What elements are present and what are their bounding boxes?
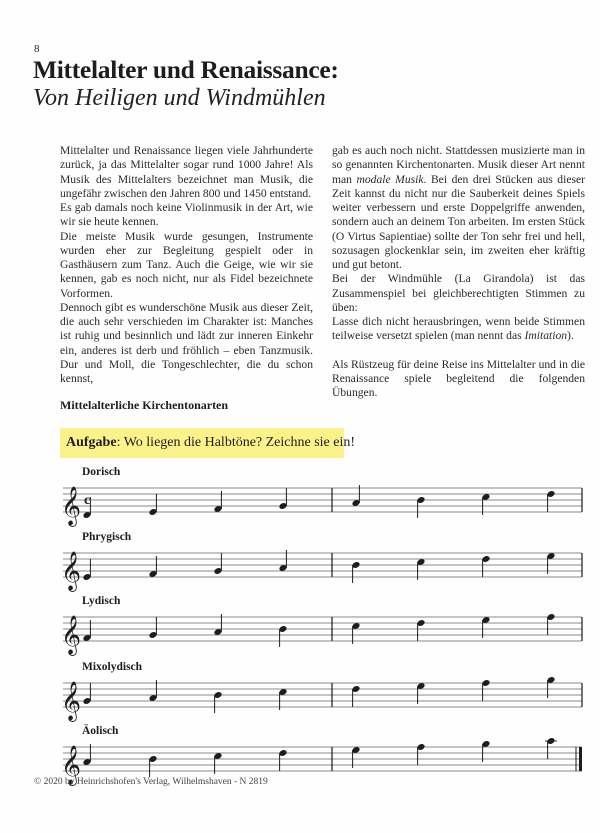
note-E4 (148, 494, 157, 516)
note-B4 (416, 496, 425, 518)
paragraph-gap (332, 344, 585, 358)
section-heading: Mittelalterliche Kirchentonarten (60, 398, 229, 412)
final-barline-thick (579, 747, 582, 771)
note-D5 (546, 490, 555, 512)
emphasis-modale-musik: modale Musik (356, 172, 424, 186)
note-B4 (278, 625, 287, 647)
note-D5 (481, 555, 490, 577)
note-G4 (213, 553, 222, 575)
paragraph: Bei der Windmühle (La Girandola) ist das Zusammenspiel bei gleichberechtigten Stimmen zu üben: (332, 272, 585, 314)
note-D5 (416, 619, 425, 641)
paragraph (332, 144, 585, 272)
staff (55, 675, 590, 735)
staff (55, 739, 590, 799)
treble-clef-icon: 𝄞 (61, 681, 82, 721)
note-E4 (82, 559, 91, 581)
note-F5 (546, 613, 555, 635)
time-signature: c (84, 493, 91, 508)
note-B4 (351, 561, 360, 583)
treble-clef-icon: 𝄞 (61, 551, 82, 591)
page-title: Mittelalter und Renaissance: (33, 55, 339, 84)
page-number: 8 (34, 43, 40, 55)
text-column-right (332, 144, 585, 400)
treble-clef-icon: 𝄞 (61, 486, 82, 526)
text-run: gab es auch noch nicht. Stattdessen musizierte man in so genannten Kirchentonarten. Musik dieser Art nennt man (332, 144, 585, 186)
emphasis-imitation: Imitation (524, 329, 568, 343)
note-B4 (213, 691, 222, 713)
text-run: Lasse dich nicht herausbringen, wenn beide Stimmen teilweise versetzt spielen (man nennt das (332, 315, 585, 343)
note-F5 (481, 679, 490, 701)
staff (55, 609, 590, 669)
paragraph: Die meiste Musik wurde gesungen, Instrumente wurden eher zur Begleitung gespielt oder in Gasthäusern zum Tanz. Auch die Geige, wie wir sie kennen, gab es noch nicht, nur als Fidel bezeichnete Vorformen. (60, 229, 313, 300)
paragraph (332, 315, 585, 344)
treble-clef-icon: 𝄞 (61, 745, 82, 785)
paragraph: Als Rüstzeug für deine Reise ins Mittelalter und in die Renaissance spiele begleitend die folgenden Übungen. (332, 357, 585, 399)
paragraph: Mittelalter und Renaissance liegen viele Jahrhunderte zurück, ja das Mittelalter sogar rund 1000 Jahre! Als Musik des Mittelalters bezeichnet man Musik, die ungefähr zwischen den Jahren 800 und 1450 entstand. (60, 144, 313, 200)
page-subtitle: Von Heiligen und Windmühlen (33, 85, 326, 111)
note-B4 (148, 755, 157, 777)
copyright-footer: © 2020 by Heinrichshofen's Verlag, Wilhelmshaven - N 2819 (34, 777, 268, 787)
paragraph: Es gab damals noch keine Violinmusik in der Art, wie wir sie heute kennen. (60, 201, 313, 229)
text-column-left (60, 144, 313, 386)
treble-clef-icon: 𝄞 (61, 615, 82, 655)
mode-label: Dorisch (82, 466, 121, 478)
mode-label: Äolisch (82, 725, 119, 737)
note-F5 (416, 743, 425, 765)
task-text: : Wo liegen die Halbtöne? Zeichne sie ein! (116, 435, 356, 450)
staff (55, 545, 590, 605)
task-label: Aufgabe (66, 435, 117, 450)
paragraph: Dennoch gibt es wunderschöne Musik aus dieser Zeit, die auch sehr verschieden im Charakter ist: Manches ist ruhig und besinnlich und lädt zur inneren Einkehr ein, anderes ist derb und fröhlich – eben Tanzmusik. Dur und Moll, die Tongeschlechter, die du schon kennst, (60, 300, 313, 385)
text-run: ). (567, 329, 574, 343)
note-D5 (278, 749, 287, 771)
note-G4 (148, 617, 157, 639)
note-G4 (82, 683, 91, 705)
mode-label: Phrygisch (82, 531, 132, 543)
note-G4 (278, 488, 287, 510)
task-box (60, 428, 356, 458)
text-run: . Bei den drei Stücken aus dieser Zeit kannst du nicht nur die Sauberkeit deines Spiels weiter verbessern und erste Doppelgriffe anwenden, sondern auch an deinem Ton arbeiten. Im ersten Stück (O Virtus Sapientiae) sollte der Ton sehr frei und hell, sozusagen glockenklar sein, im zweiten eher kräftig und gut betont. (332, 172, 585, 271)
note-D5 (351, 685, 360, 707)
staff (55, 480, 590, 540)
mode-label: Mixolydisch (82, 661, 143, 673)
note-A5 (545, 737, 557, 759)
mode-label: Lydisch (82, 595, 121, 607)
